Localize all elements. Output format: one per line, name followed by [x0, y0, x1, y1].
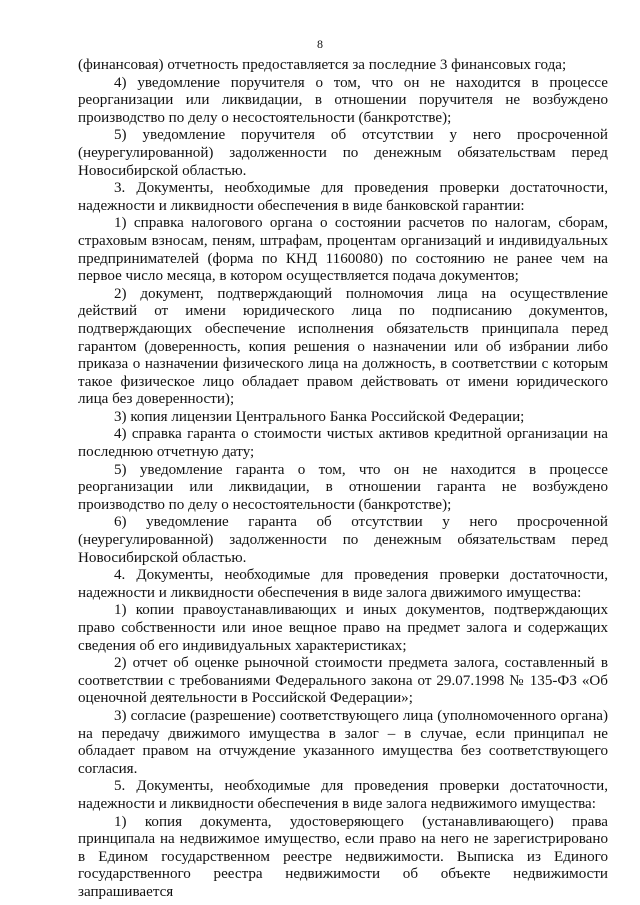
document-body: [78, 57, 608, 902]
paragraph: 1) копия документа, удостоверяющего (устанавливающего) права принципала на недвижимое имущество, если право на него не зарегистрировано в Едином государственном реестре недвижимости. Выписка из Единого государственного реестра недвижимости об объекте недвижимости запрашивается: [78, 813, 608, 900]
paragraph: (финансовая) отчетность предоставляется за последние 3 финансовых года;: [78, 57, 567, 73]
paragraph: 2) отчет об оценке рыночной стоимости предмета залога, составленный в соответствии с требованиями Федерального закона от 29.07.1998 № 135-ФЗ «Об оценочной деятельности в Российской Федерации»;: [78, 655, 608, 707]
paragraph: 3) согласие (разрешение) соответствующего лица (уполномоченного органа) на передачу движимого имущества в залог – в случае, если принципал не обладает правом на отчуждение указанного имущества без соответствующего согласия.: [78, 707, 608, 777]
paragraph: 3) копия лицензии Центрального Банка Российской Федерации;: [114, 408, 525, 425]
paragraph: 1) копии правоустанавливающих и иных документов, подтверждающих право собственности или иное вещное право на предмет залога и содержащих сведения об его индивидуальных характеристиках;: [78, 602, 608, 654]
paragraph: 4) справка гаранта о стоимости чистых активов кредитной организации на последнюю отчетную дату;: [78, 426, 608, 461]
paragraph: 5) уведомление поручителя об отсутствии у него просроченной (неурегулированной) задолженности по денежным обязательствам перед Новосибирской областью.: [78, 127, 608, 179]
paragraph: 4) уведомление поручителя о том, что он не находится в процессе реорганизации или ликвидации, в отношении поручителя не возбуждено производство по делу о несостоятельности (банкротстве);: [78, 74, 608, 126]
paragraph: 4. Документы, необходимые для проведения проверки достаточности, надежности и ликвидности обеспечения в виде залога движимого имущества:: [78, 567, 608, 601]
paragraph: 5) уведомление гаранта о том, что он не находится в процессе реорганизации или ликвидации, в отношении гаранта не возбуждено производство по делу о несостоятельности (банкротстве);: [78, 461, 608, 513]
paragraph: 3. Документы, необходимые для проведения проверки достаточности, надежности и ликвидности обеспечения в виде банковской гарантии:: [78, 180, 608, 214]
paragraph: 5. Документы, необходимые для проведения проверки достаточности, надежности и ликвидности обеспечения в виде залога недвижимого имущества:: [78, 778, 608, 812]
paragraph: 1) справка налогового органа о состоянии расчетов по налогам, сборам, страховым взносам, пеням, штрафам, процентам организаций и индивидуальных предпринимателей (форма по КНД 1160080) по состоянию не ранее чем на первое число месяца, в котором осуществляется подача документов;: [78, 215, 608, 285]
paragraph: 2) документ, подтверждающий полномочия лица на осуществление действий от имени юридического лица по подписанию документов, подтверждающих обеспечение исполнения обязательств принципала перед гарантом (доверенность, копия решения о назначении или об избрании либо приказа о назначении физического лица на должность, в соответствии с которым такое физическое лицо обладает правом действовать от имени юридического лица без доверенности);: [78, 285, 608, 408]
paragraph: 6) уведомление гаранта об отсутствии у него просроченной (неурегулированной) задолженности по денежным обязательствам перед Новосибирской областью.: [78, 514, 608, 566]
page-number: 8: [317, 37, 323, 51]
